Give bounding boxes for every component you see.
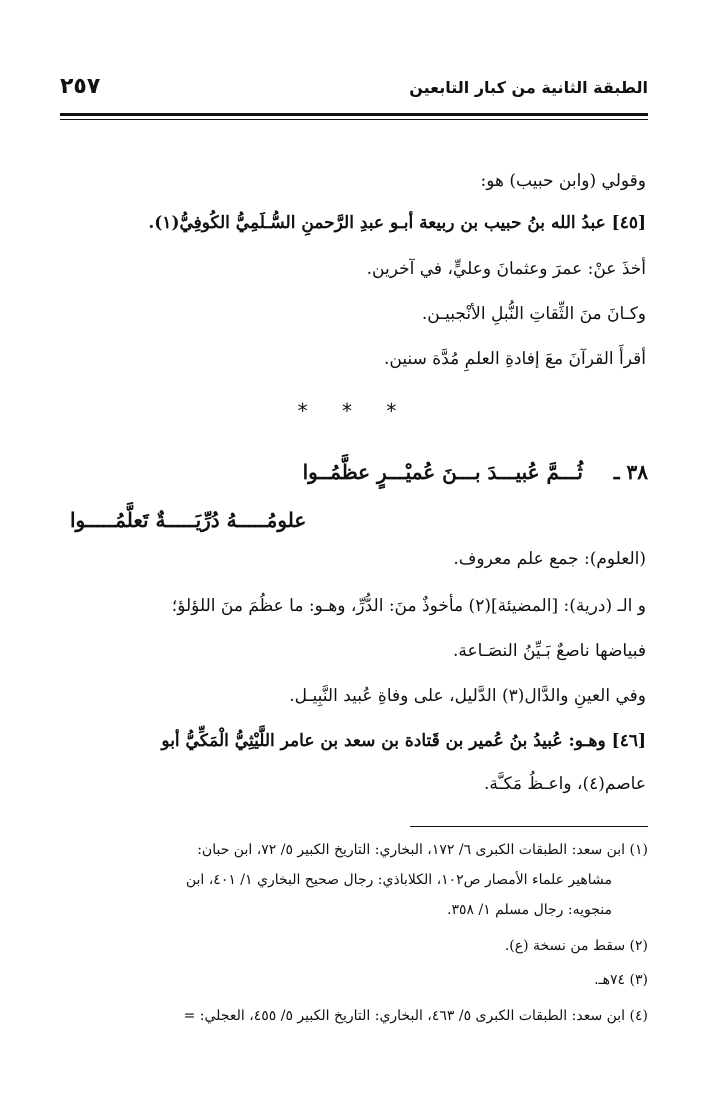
text-line: وقولي (وابن حبيب) هو: (480, 171, 646, 191)
verse-first-hemistich: ثُـــمَّ عُبيـــدَ بـــنَ عُميْـــرٍ عظَّمُــوا (302, 460, 583, 484)
text-line: وفي العينِ والدَّال(٣) الدَّليل، على وفاةِ عُبيد النَّبِيـل. (289, 686, 646, 706)
page-number: ٢٥٧ (60, 74, 101, 99)
verse-second-hemistich: علومُـــــهُ دُرِّيَـــــةٌ تَعلَّمُـــــوا (70, 508, 307, 532)
footnote-3: (٣) ٧٤هـ. (594, 972, 648, 988)
definition-line: (العلوم): جمع علم معروف. (453, 549, 646, 569)
entry-46-heading: [٤٦] وهـو: عُبيدُ بنُ عُمير بن قَتادة بن سعد بن عامر اللَّيْثِيُّ الْمَكِّيُّ أبو (161, 731, 646, 751)
text-line: أقرأَ القرآنَ معَ إفادةِ العلمِ مُدَّة سنين. (384, 349, 646, 369)
text-line: وكـانَ منَ الثِّقاتِ النُّبلِ الأنْجبيـن. (421, 304, 646, 324)
text-line: فبياضها ناصعٌ بَـيِّنُ النصَـاعة. (452, 641, 646, 661)
section-separator: * * * (297, 399, 411, 423)
text-line: أخذَ عنْ: عمرَ وعثمانَ وعليٍّ، في آخرين. (366, 259, 646, 279)
footnote-1-cont: مشاهير علماء الأمصار ص١٠٢، الكلاباذي: رجال صحيح البخاري ١/ ٤٠١، ابن (185, 872, 612, 888)
footnote-4: (٤) ابن سعد: الطبقات الكبرى ٥/ ٤٦٣، البخاري: التاريخ الكبير ٥/ ٤٥٥، العجلي: = (183, 1008, 648, 1024)
text-line: و الـ (درية): [المضيئة](٢) مأخوذٌ منَ: الدُّرِّ، وهـو: ما عظُمَ منَ اللؤلؤ؛ (171, 596, 646, 616)
verse-number: ٣٨ ـ (613, 460, 648, 484)
footnote-1: (١) ابن سعد: الطبقات الكبرى ٦/ ١٧٢، البخاري: التاريخ الكبير ٥/ ٧٢، ابن حبان: (197, 842, 648, 858)
text-line: عاصم(٤)، واعـظُ مَكـَّة. (484, 774, 646, 794)
entry-45-heading: [٤٥] عبدُ الله بنُ حبيب بن ربيعة أبـو عبدِ الرَّحمنِ السُّـلَمِيُّ الكُوفِيُّ(١). (148, 213, 646, 233)
footnote-separator (410, 826, 648, 827)
running-title: الطبقة الثانية من كبار التابعين (409, 78, 648, 97)
footnote-1-cont: منجويه: رجال مسلم ١/ ٣٥٨. (447, 902, 612, 918)
footnotes (60, 842, 648, 1042)
main-text (62, 0, 646, 830)
footnote-2: (٢) سقط من نسخة (ع). (504, 938, 648, 954)
